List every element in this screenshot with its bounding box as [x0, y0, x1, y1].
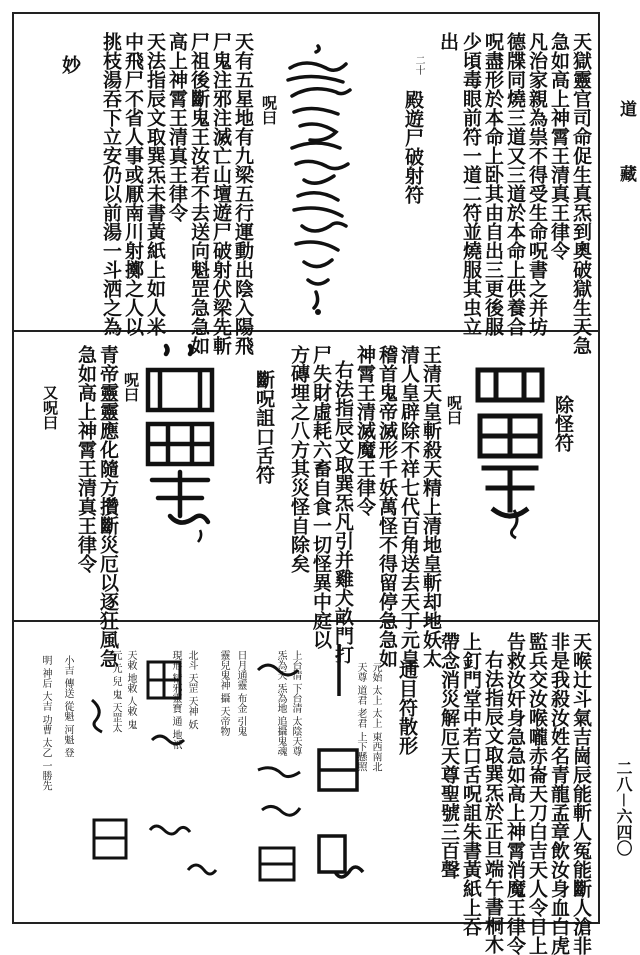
middle-col-1: 王清天皇斬殺天精上清地皇斬却地妖太: [420, 345, 442, 668]
middle-col-4: 神霄王清滅魔王律令: [354, 345, 376, 516]
middle-col-5: 右法指辰文取巽炁凡引并雞犬畝門打: [332, 360, 354, 664]
bottom-small-col-6: 靈兒鬼神 攝 天帝物: [218, 650, 229, 737]
middle-col-7: 方磚埋之八方其災怪自除矣: [288, 345, 310, 573]
bottom-col-5: 右法指辰文取巽炁於正旦端午書桐木: [482, 650, 504, 954]
bottom-small-col-10: 元 元 兒 鬼 天罡太: [110, 650, 121, 733]
middle-chant2-col-1: 青帝靈靈應化隨方攢斷災厄以逐狂風急: [97, 345, 119, 668]
middle-chant-label: 呪曰: [445, 395, 463, 425]
bottom-small-col-8: 現形 精邪靈寶 通 地祇: [170, 650, 181, 750]
bottom-small-col-3: 上台清 下台清 太陰天尊: [290, 650, 301, 757]
bottom-small-col-2: 天尊 道君 老君 上下懸照: [355, 662, 366, 772]
top-chant-col-2: 尸鬼注邪注滅亡山壇遊尸破射伏梁先斬: [210, 32, 232, 355]
top-col-4: 德牒同燒三道又三道於本命上供養合: [504, 32, 526, 336]
top-closing-col-3: 挑枝湯吞下立安仍以前湯一斗洒之為: [100, 32, 122, 336]
corpse-talisman-drawing: [278, 40, 358, 320]
bottom-col-4: 告救汝奸身急急如高上神霄消魔王律令: [504, 632, 526, 955]
bottom-small-col-9: 天敕 地敕 人敕 鬼: [125, 650, 136, 730]
top-subtitle: 二十: [413, 55, 424, 75]
top-col-1: 天獄靈官司命促生真炁到奧破獄生天急: [570, 32, 592, 355]
middle-sub-title: 斷呪詛口舌符: [253, 370, 275, 484]
top-col-5: 呪盡形於本命上卧其由自出三更後服: [482, 32, 504, 336]
margin-volume-label: 藏: [616, 165, 636, 182]
exorcism-talisman-drawing: [470, 360, 550, 540]
bottom-col-1: 天喉辻斗氣吉崗辰能斬人冤能斷人滄非: [570, 632, 592, 955]
top-ending: 妙: [59, 55, 81, 74]
middle-chant2-label: 呪曰: [122, 372, 140, 402]
bottom-section-title: 通目符散形: [396, 660, 418, 755]
margin-book-label: 道: [616, 100, 636, 117]
page-number: 二八－六四〇: [614, 760, 633, 857]
curse-breaking-talisman-drawing: [140, 340, 220, 550]
top-chant-col-1: 天有五星地有九梁五行運動出陰入陽飛: [232, 32, 254, 355]
bottom-small-col-4: 炁為天 炁為地 追攝鬼魂: [275, 650, 286, 757]
middle-title: 除怪符: [552, 395, 574, 452]
middle-again-label: 又呪曰: [41, 385, 59, 430]
top-closing-col-1: 天法指辰文取巽炁未書黃紙上如人米: [144, 32, 166, 336]
bottom-small-col-5: 日月通靈 布金 引鬼: [235, 650, 246, 737]
bottom-small-col-11: 小吉 傳送 從魁 河魁 登: [62, 655, 73, 758]
bottom-small-col-1: 元始 太上 太上 東西南北: [370, 662, 381, 772]
middle-chant2-col-2: 急如高上神霄王清真王律令: [75, 345, 97, 573]
bottom-col-7: 帶念消災解厄天尊聖號三百聲: [438, 632, 460, 879]
middle-col-3: 稽首鬼帝滅形千妖萬怪不得留停急急如: [376, 345, 398, 668]
top-col-7: 出: [437, 32, 459, 51]
bottom-small-col-7: 北斗 天罡 天神 妖: [186, 650, 197, 730]
bottom-col-6: 上釘門堂中若口舌呪詛朱書黃紙上吞: [460, 632, 482, 936]
top-col-2: 急如高上神霄王清真王律令: [548, 32, 570, 260]
top-col-6: 少頃毒眼前符一道二符並燒服其虫立: [460, 32, 482, 336]
top-col-3: 凡治家親為祟不得受生命呪書之并坊: [526, 32, 548, 336]
top-talisman-title: 殿遊尸破射符: [402, 90, 424, 204]
middle-col-6: 尸失財虛耗六畜自食一切怪異中庭以: [310, 345, 332, 649]
top-chant-col-3: 尸祖後斷鬼王汝若不去送向魁罡急急如: [188, 32, 210, 355]
top-chant-label: 呪曰: [260, 95, 278, 125]
top-closing-col-2: 中飛尸不省人事或厭南川射擲之人以: [122, 32, 144, 336]
bottom-col-2: 非是我殺汝姓名青龍孟章飲汝身血白虎: [548, 632, 570, 955]
bottom-small-col-12: 明 神后 大吉 功曹 太乙 一勝先: [40, 655, 51, 791]
middle-col-2: 清人皇辟除不祥七代百角送去天丁元皇: [398, 345, 420, 668]
top-chant-col-4: 高上神霄王清真王律令: [166, 32, 188, 222]
bottom-col-3: 監兵交汝喉嚨赤崙天刀白吉天人令日上: [526, 632, 548, 955]
